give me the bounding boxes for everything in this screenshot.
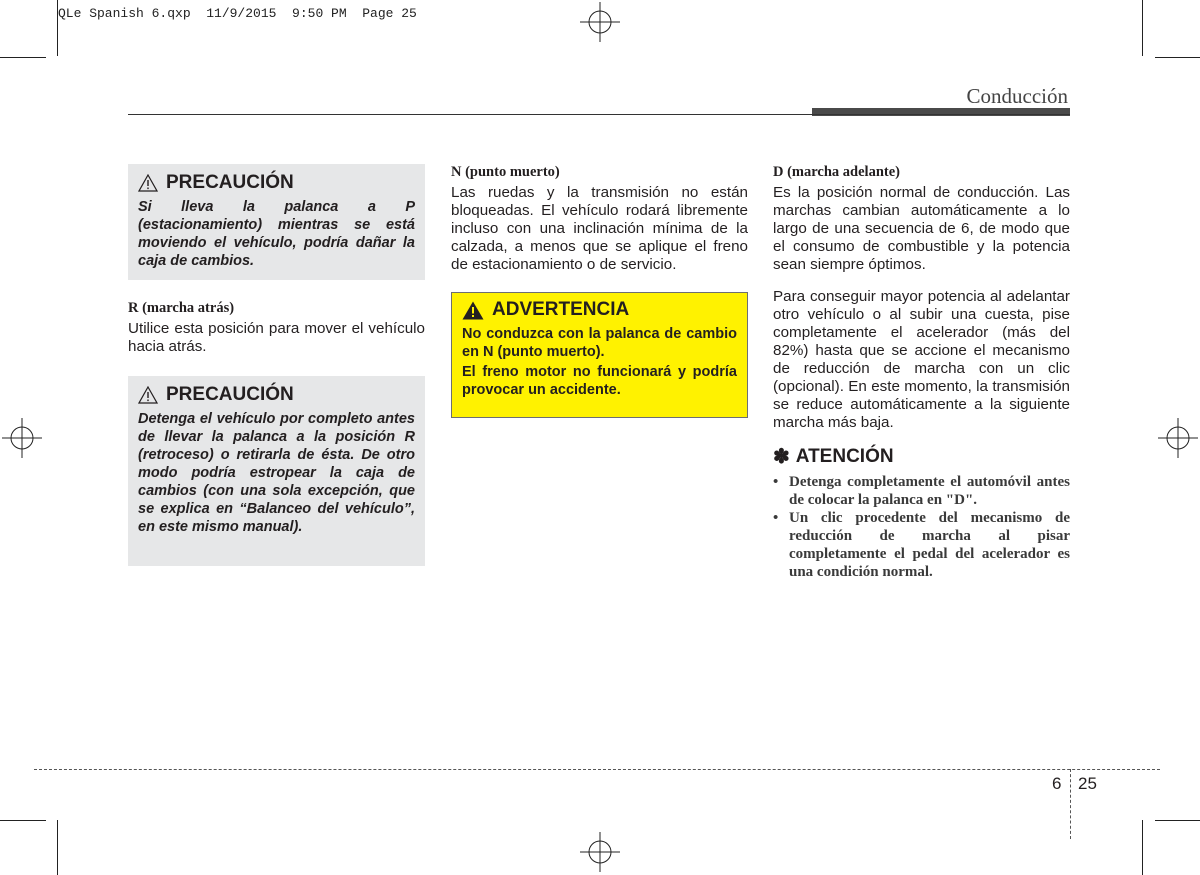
column-right (773, 164, 1070, 581)
caution-triangle-icon (138, 174, 158, 192)
warning-text: El freno motor no funcionará y podría provocar un accidente. (462, 364, 737, 398)
footer-rule (34, 769, 1160, 770)
section-title: Conducción (966, 84, 1068, 108)
neutral-text: Las ruedas y la transmisión no están bloqueadas. El vehículo rodará libremente incluso con una inclinación mínima de la calzada, a menos que se aplique el freno de estacionamiento o de servicio. (451, 184, 748, 273)
warning-text: No conduzca con la palanca de cambio en N (punto muerto). (462, 326, 737, 360)
chapter-number: 6 (1052, 774, 1062, 793)
registration-mark-bottom (580, 832, 620, 872)
list-item: • Detenga completamente el automóvil antes de colocar la palanca en "D". (773, 474, 1070, 508)
note-heading: ATENCIÓN (795, 445, 894, 467)
caution-heading: PRECAUCIÓN (166, 172, 294, 193)
column-left (128, 164, 425, 566)
print-slug: QLe Spanish 6.qxp 11/9/2015 9:50 PM Page 25 (58, 6, 417, 21)
reverse-text: Utilice esta posición para mover el vehículo hacia atrás. (128, 320, 425, 355)
registration-mark-left (2, 418, 42, 458)
column-middle (451, 164, 748, 418)
drive-title: D (marcha adelante) (773, 164, 900, 180)
page-number: 25 (1078, 774, 1097, 793)
drive-paragraph: Es la posición normal de conducción. Las marchas cambian automáticamente a lo largo de una secuencia de 6, de modo que el consumo de combustible y la potencia sean siempre óptimos. (773, 184, 1070, 273)
reverse-title: R (marcha atrás) (128, 300, 235, 316)
registration-mark-right (1158, 418, 1198, 458)
header-rule (128, 114, 1070, 115)
drive-section (773, 164, 1070, 432)
reverse-section (128, 300, 425, 356)
list-item: • Un clic procedente del mecanismo de reducción de marcha al pisar completamente el pedal del acelerador es una condición normal. (773, 510, 1070, 580)
caution-box (128, 376, 425, 566)
note-list (773, 473, 1070, 581)
asterisk-icon: ✽ (773, 446, 790, 468)
caution-text: Si lleva la palanca a P (estacionamiento) mientras se está moviendo el vehículo, podría dañar la caja de cambios. (138, 199, 415, 269)
caution-heading: PRECAUCIÓN (166, 384, 294, 405)
neutral-section (451, 164, 748, 274)
warning-box (451, 292, 748, 418)
neutral-title: N (punto muerto) (451, 164, 560, 180)
caution-box (128, 164, 425, 280)
footer-divider (1070, 769, 1071, 839)
caution-triangle-icon (138, 386, 158, 404)
caution-text: Detenga el vehículo por completo antes de llevar la palanca a la posición R (retroceso) o retirarla de ésta. De otro modo podría estropear la caja de cambios (con una sola excepción, que se explica en “Balanceo del vehículo”, en este mismo manual). (138, 411, 415, 535)
warning-heading: ADVERTENCIA (492, 299, 630, 320)
warning-triangle-icon (462, 301, 484, 320)
note-section (773, 444, 1070, 581)
registration-mark-top (580, 2, 620, 42)
drive-paragraph: Para conseguir mayor potencia al adelantar otro vehículo o al subir una cuesta, pise completamente el acelerador (más del 82%) hasta que se accione el mecanismo de reducción de marcha con un clic (opcional). En este momento, la transmisión se reduce automáticamente a la siguiente marcha más baja. (773, 288, 1070, 431)
